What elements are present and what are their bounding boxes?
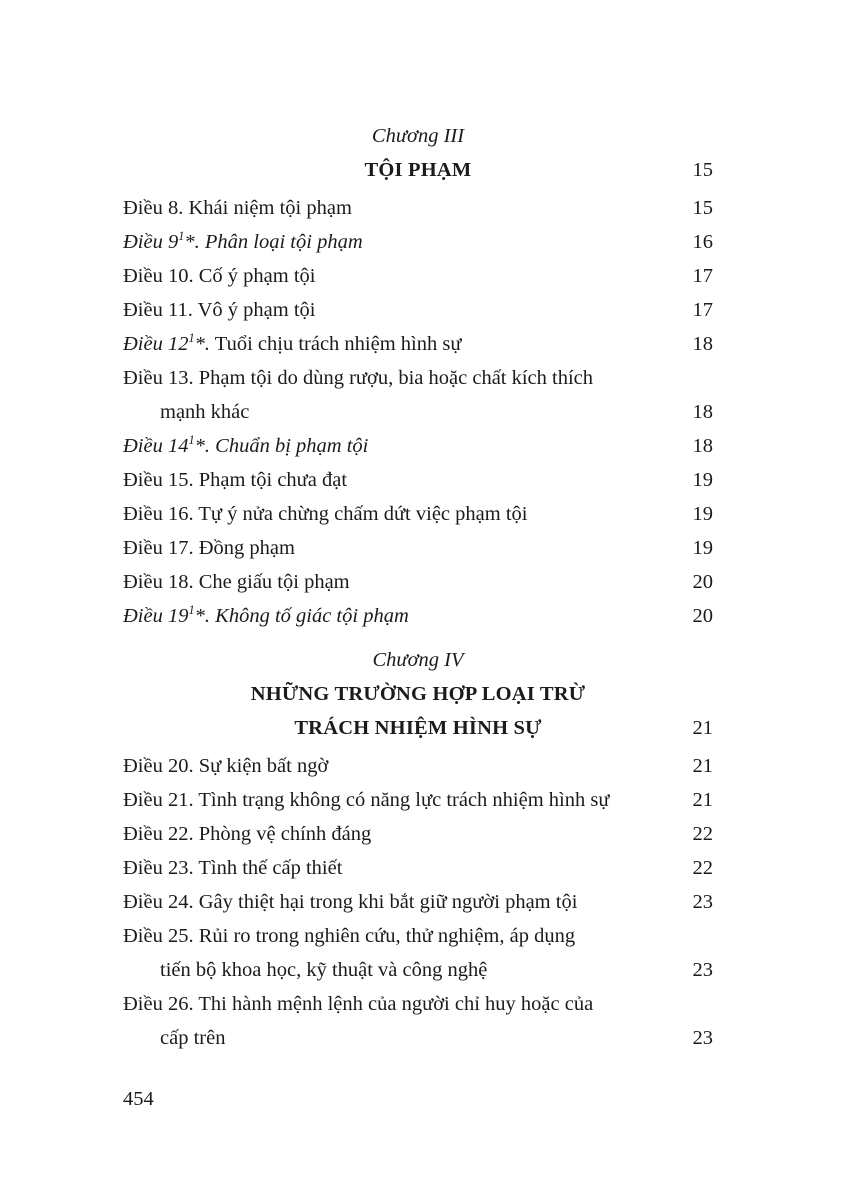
entry-page-number: 21 <box>692 755 713 777</box>
toc-entry-continuation <box>123 953 713 987</box>
entry-page-number: 23 <box>692 891 713 913</box>
toc-entry-continuation <box>123 1021 713 1055</box>
entry-number: Điều 15. <box>123 469 194 491</box>
entry-title: Tự ý nửa chừng chấm dứt việc phạm tội <box>198 503 528 525</box>
footnote-marker: *. <box>194 435 211 457</box>
entry-title: Rủi ro trong nghiên cứu, thử nghiệm, áp dụng <box>198 925 576 947</box>
entry-number: Điều 18. <box>123 571 194 593</box>
entry-title: Chuẩn bị phạm tội <box>215 435 369 457</box>
entry-title: Phạm tội do dùng rượu, bia hoặc chất kích thích <box>198 367 594 389</box>
toc-entry-continuation <box>123 395 713 429</box>
footnote-marker: *. <box>184 231 200 253</box>
toc-entry <box>123 361 713 395</box>
entry-page-number: 17 <box>692 299 713 321</box>
entry-title: Cố ý phạm tội <box>198 265 316 287</box>
entry-title: Che giấu tội phạm <box>198 571 350 593</box>
amendment-superscript: 1 <box>178 229 185 244</box>
entry-page-number: 23 <box>692 1027 713 1049</box>
entry-page-number: 19 <box>692 537 713 559</box>
entry-title-continuation: cấp trên <box>160 1027 226 1049</box>
table-of-contents <box>123 119 713 1055</box>
entry-number: Điều 22. <box>123 823 194 845</box>
entry-title-continuation: tiến bộ khoa học, kỹ thuật và công nghệ <box>160 959 488 981</box>
toc-entry <box>123 429 713 463</box>
entry-title: Vô ý phạm tội <box>197 299 316 321</box>
entry-title: Đồng phạm <box>198 537 295 559</box>
entry-title: Tình trạng không có năng lực trách nhiệm hình sự <box>198 789 610 811</box>
toc-entry <box>123 817 713 851</box>
chapter-page-number: 15 <box>692 159 713 181</box>
entry-page-number: 18 <box>692 333 713 355</box>
entry-number: Điều 26. <box>123 993 194 1015</box>
entry-title: Gây thiệt hại trong khi bắt giữ người phạm tội <box>198 891 578 913</box>
entry-page-number: 19 <box>692 469 713 491</box>
entry-page-number: 16 <box>692 231 713 253</box>
toc-entry <box>123 885 713 919</box>
chapter-label: Chương IV <box>372 649 464 671</box>
chapter-title <box>123 677 713 711</box>
entry-title: Khái niệm tội phạm <box>188 197 352 219</box>
toc-entry <box>123 919 713 953</box>
entry-page-number: 15 <box>692 197 713 219</box>
chapter-page-number: 21 <box>692 717 713 739</box>
toc-entry <box>123 191 713 225</box>
entry-page-number: 18 <box>692 401 713 423</box>
folio-page-number: 454 <box>123 1088 154 1110</box>
entry-number: Điều 17. <box>123 537 194 559</box>
toc-entry <box>123 531 713 565</box>
entry-title: Thi hành mệnh lệnh của người chỉ huy hoặc của <box>198 993 594 1015</box>
chapter-title <box>123 153 713 187</box>
chapter-title <box>123 711 713 745</box>
entry-title: Không tố giác tội phạm <box>215 605 409 627</box>
entry-number: Điều 11. <box>123 299 193 321</box>
chapter-title-text: TỘI PHẠM <box>364 159 472 181</box>
amendment-superscript: 1 <box>188 433 195 448</box>
toc-entry <box>123 783 713 817</box>
entry-page-number: 22 <box>692 857 713 879</box>
entry-page-number: 19 <box>692 503 713 525</box>
toc-entry <box>123 749 713 783</box>
entry-number: Điều 16. <box>123 503 194 525</box>
toc-entry <box>123 327 713 361</box>
entry-title: Sự kiện bất ngờ <box>198 755 329 777</box>
toc-entry <box>123 565 713 599</box>
toc-entry <box>123 599 713 633</box>
entry-number: Điều $14^1*$. <box>123 433 211 457</box>
chapter-entries <box>123 191 713 633</box>
entry-number: Điều 10. <box>123 265 194 287</box>
chapter-title-text: NHỮNG TRƯỜNG HỢP LOẠI TRỪ <box>250 683 586 705</box>
entry-number: Điều $19^1*$. <box>123 603 211 627</box>
entry-title: Phòng vệ chính đáng <box>198 823 372 845</box>
entry-title: Tình thế cấp thiết <box>198 857 343 879</box>
toc-entry <box>123 225 713 259</box>
amendment-superscript: 1 <box>188 331 195 346</box>
entry-number: Điều 21. <box>123 789 194 811</box>
entry-page-number: 22 <box>692 823 713 845</box>
toc-entry <box>123 259 713 293</box>
entry-title: Phân loại tội phạm <box>204 231 363 253</box>
entry-page-number: 21 <box>692 789 713 811</box>
entry-number: Điều $9^1*$. <box>123 229 200 253</box>
entry-number: Điều 8. <box>123 197 184 219</box>
entry-number: Điều 24. <box>123 891 194 913</box>
entry-title: Phạm tội chưa đạt <box>198 469 348 491</box>
footnote-marker: *. <box>194 605 211 627</box>
amendment-superscript: 1 <box>188 603 195 618</box>
entry-number: Điều $12^1*$. <box>123 331 211 355</box>
entry-number: Điều 13. <box>123 367 194 389</box>
entry-page-number: 23 <box>692 959 713 981</box>
entry-page-number: 20 <box>692 571 713 593</box>
chapter-section <box>123 643 713 1055</box>
chapter-title-text: TRÁCH NHIỆM HÌNH SỰ <box>294 717 542 739</box>
entry-page-number: 18 <box>692 435 713 457</box>
entry-number: Điều 20. <box>123 755 194 777</box>
entry-number: Điều 23. <box>123 857 194 879</box>
entry-title: Tuổi chịu trách nhiệm hình sự <box>214 333 462 355</box>
chapter-label: Chương III <box>371 125 465 147</box>
toc-entry <box>123 463 713 497</box>
entry-number: Điều 25. <box>123 925 194 947</box>
footnote-marker: *. <box>194 333 211 355</box>
entry-title-continuation: mạnh khác <box>160 401 250 423</box>
toc-entry <box>123 293 713 327</box>
entry-page-number: 17 <box>692 265 713 287</box>
toc-entry <box>123 987 713 1021</box>
chapter-entries <box>123 749 713 1055</box>
toc-entry <box>123 851 713 885</box>
toc-entry <box>123 497 713 531</box>
entry-page-number: 20 <box>692 605 713 627</box>
